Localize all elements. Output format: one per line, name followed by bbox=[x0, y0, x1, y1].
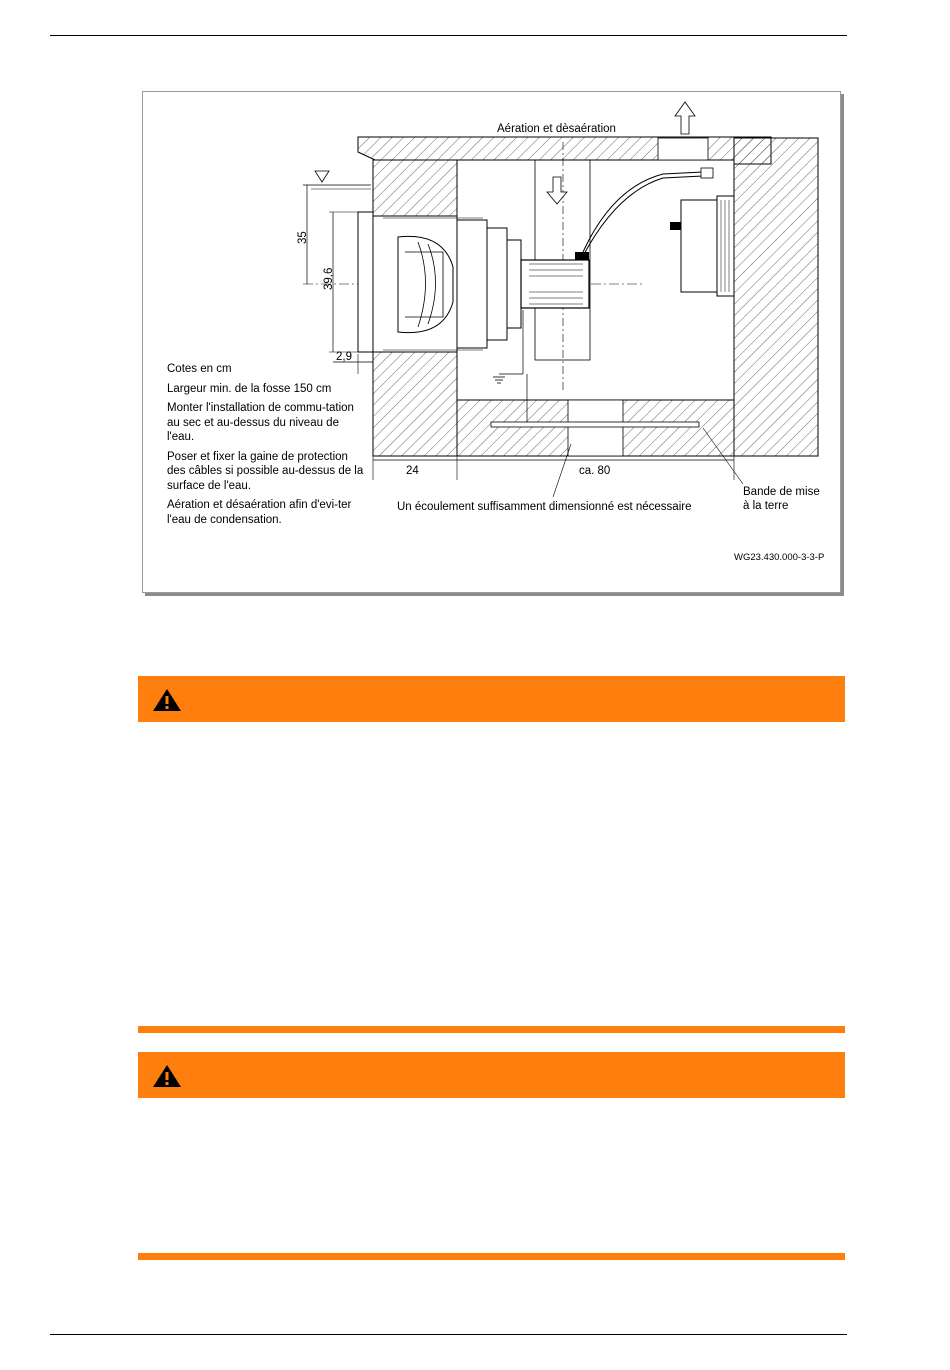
dim-29-label: 2,9 bbox=[336, 351, 352, 363]
ground-strip bbox=[491, 422, 699, 427]
water-level-icon bbox=[315, 171, 329, 182]
warning-bar-2 bbox=[138, 1052, 845, 1098]
dim-24-label: 24 bbox=[406, 465, 419, 477]
motor-terminal bbox=[575, 252, 589, 260]
aeration-label: Aération et dèsaération bbox=[497, 123, 616, 135]
installation-diagram bbox=[142, 91, 841, 593]
drain-opening bbox=[568, 400, 623, 456]
note-cable-protection: Poser et fixer la gaine de protection des câbles si possible au-dessus de la surface de l'eau. bbox=[167, 450, 364, 492]
left-wall-lower bbox=[373, 352, 457, 456]
ground-strip-label-1: Bande de mise bbox=[743, 486, 820, 498]
pump-flange bbox=[358, 212, 373, 352]
warning-triangle-icon bbox=[152, 1064, 182, 1088]
motor bbox=[521, 260, 589, 308]
footer-rule bbox=[50, 1334, 847, 1335]
dim-80-label: ca. 80 bbox=[579, 465, 611, 477]
figure-notes bbox=[167, 362, 367, 532]
warning-bar-1 bbox=[138, 676, 845, 722]
down-arrow-icon bbox=[547, 177, 567, 204]
note-min-width: Largeur min. de la fosse 150 cm bbox=[167, 382, 332, 395]
control-box bbox=[681, 200, 717, 292]
warning-triangle-icon bbox=[152, 688, 182, 712]
left-wall-upper bbox=[373, 160, 457, 216]
drain-label: Un écoulement suffisamment dimensionné est nécessaire bbox=[397, 501, 692, 513]
ground-strip-label-2: à la terre bbox=[743, 500, 789, 512]
right-wall bbox=[734, 138, 818, 456]
warning-end-rule-2 bbox=[138, 1253, 845, 1260]
dim-396-label: 39,6 bbox=[323, 267, 335, 290]
figure-reference: WG23.430.000-3-3-P bbox=[734, 552, 825, 563]
header-rule bbox=[50, 35, 847, 36]
dim-35-label: 35 bbox=[297, 231, 309, 244]
note-install-dry: Monter l'installation de commu-tation au sec et au-dessus du niveau de l'eau. bbox=[167, 402, 354, 443]
warning-end-rule-1 bbox=[138, 1026, 845, 1033]
note-dimensions: Cotes en cm bbox=[167, 363, 232, 375]
up-arrow-icon bbox=[675, 102, 695, 134]
note-ventilation: Aération et désaération afin d'evi-ter l'eau de condensation. bbox=[167, 499, 352, 526]
